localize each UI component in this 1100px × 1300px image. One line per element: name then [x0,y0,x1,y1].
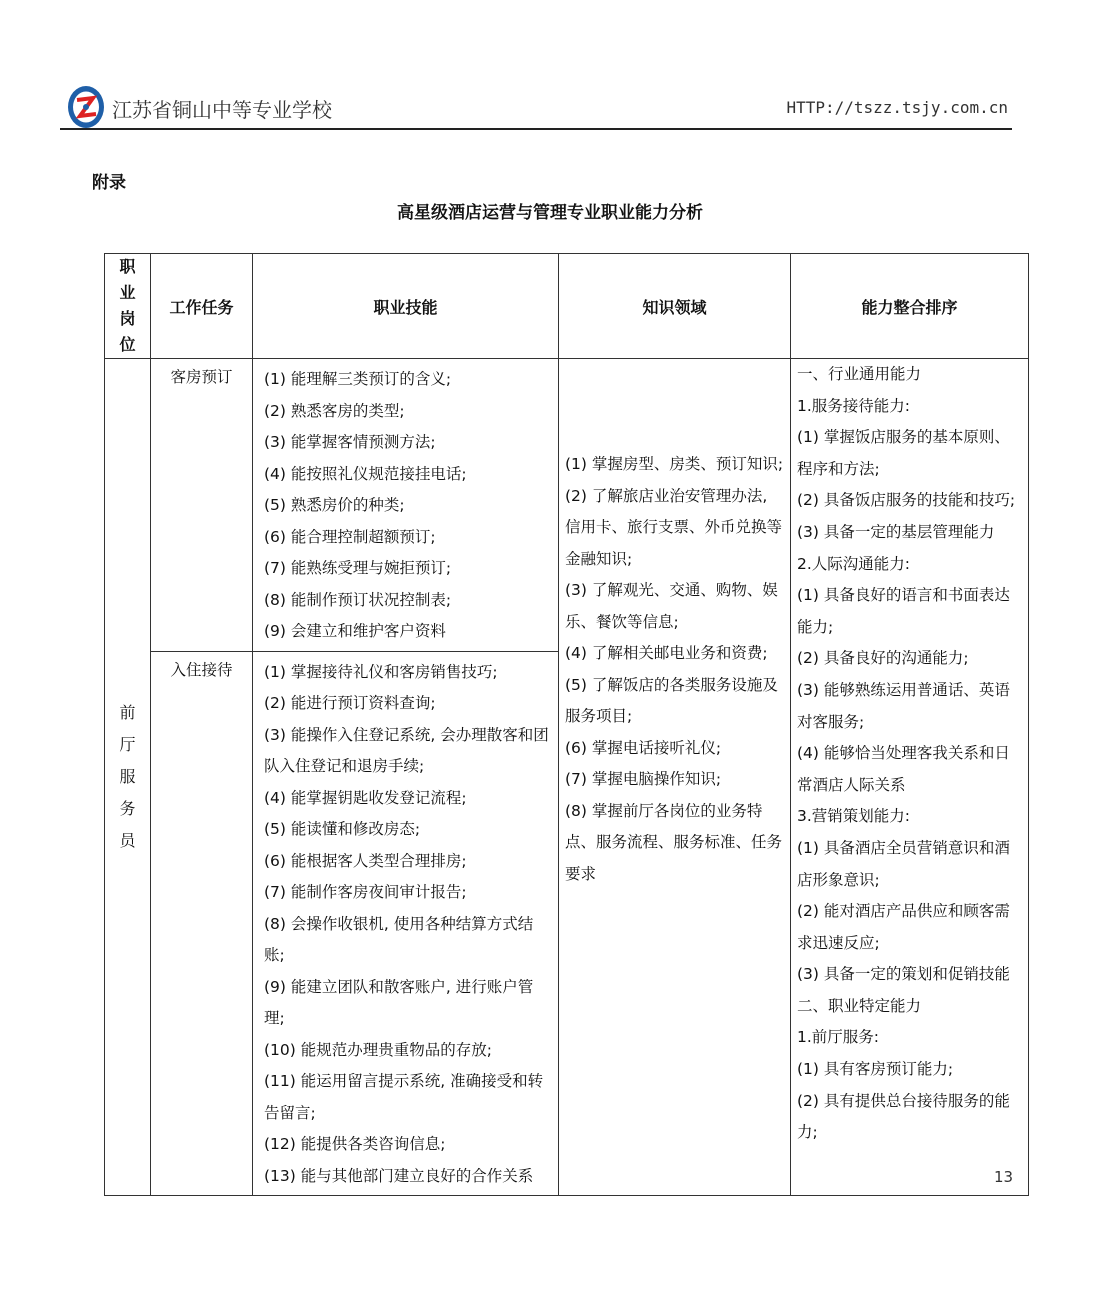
list-item: (5) 能读懂和修改房态; [264,820,421,838]
ability-cell [791,359,1029,1196]
list-item: (2) 能对酒店产品供应和顾客需求迅速反应; [797,902,1010,952]
list-item: (8) 掌握前厅各岗位的业务特点、服务流程、服务标准、任务要求 [565,801,783,883]
list-item: (4) 能按照礼仪规范接挂电话; [264,464,467,483]
list-item: (7) 掌握电脑操作知识; [565,770,722,788]
list-item: (2) 具有提供总台接待服务的能力; [797,1091,1010,1142]
page-number: 13 [994,1168,1014,1186]
list-item: 1.前厅服务: [797,1028,880,1047]
list-item: (8) 能制作预订状况控制表; [264,590,452,609]
list-item: (2) 具备饭店服务的技能和技巧; [797,491,1016,510]
list-item: (1) 具备酒店全员营销意识和酒店形象意识; [797,838,1010,889]
task-cell: 客房预订 [151,359,253,652]
list-item: (3) 能掌握客情预测方法; [264,433,436,451]
list-item: (3) 具备一定的策划和促销技能 [797,965,1010,984]
list-item: (12) 能提供各类咨询信息; [264,1135,446,1153]
table-row [105,359,1029,652]
list-item: (8) 会操作收银机, 使用各种结算方式结账; [264,914,534,964]
list-item: (9) 能建立团队和散客账户, 进行账户管理; [264,977,534,1027]
list-item: (2) 能进行预订资料查询; [264,694,436,712]
list-item: (1) 掌握接待礼仪和客房销售技巧; [264,662,498,681]
header-position: 职业岗位 [105,254,151,359]
list-item: (3) 能操作入住登记系统, 会办理散客和团队入住登记和退房手续; [264,725,549,775]
list-item: (3) 具备一定的基层管理能力 [797,522,995,541]
document-title: 高星级酒店运营与管理专业职业能力分析 [397,203,703,223]
list-item: 2.人际沟通能力: [797,554,911,573]
list-item: 1.服务接待能力: [797,396,911,415]
list-item: (4) 能够恰当处理客我关系和日常酒店人际关系 [797,744,1010,794]
skills-cell [253,359,559,652]
knowledge-list [565,449,786,890]
list-item: (2) 具备良好的沟通能力; [797,649,969,668]
list-item: (1) 具有客房预订能力; [797,1060,954,1079]
header-knowledge: 知识领域 [559,254,791,359]
list-item: (2) 了解旅店业治安管理办法, 信用卡、旅行支票、外币兑换等金融知识; [565,486,783,568]
list-item: 3.营销策划能力: [797,807,911,826]
school-emblem-icon [66,84,106,130]
competency-table [104,253,1029,1196]
list-item: 二、职业特定能力 [797,996,922,1015]
list-item: 一、行业通用能力 [797,365,922,383]
table-header-row [105,254,1029,359]
ability-list [797,359,1024,1149]
list-item: (4) 能掌握钥匙收发登记流程; [264,788,467,807]
header-task: 工作任务 [151,254,253,359]
skills-cell [253,651,559,1196]
list-item: (1) 能理解三类预订的含义; [264,370,452,388]
header-divider [60,128,1012,130]
knowledge-cell [559,359,791,1196]
list-item: (5) 熟悉房价的种类; [264,496,405,514]
list-item: (6) 能合理控制超额预订; [264,527,436,546]
task-cell: 入住接待 [151,651,253,1196]
list-item: (5) 了解饭店的各类服务设施及服务项目; [565,675,778,725]
position-label: 前厅服务员 [119,703,136,850]
list-item: (6) 掌握电话接听礼仪; [565,738,722,757]
list-item: (1) 掌握房型、房类、预订知识; [565,455,784,473]
page-header [66,84,1016,132]
list-item: (3) 能够熟练运用普通话、英语对客服务; [797,680,1010,731]
school-name: 江苏省铜山中等专业学校 [112,98,332,122]
school-url[interactable]: HTTP://tszz.tsjy.com.cn [786,98,1008,117]
list-item: (11) 能运用留言提示系统, 准确接受和转告留言; [264,1072,544,1122]
list-item: (1) 掌握饭店服务的基本原则、程序和方法; [797,428,1010,478]
list-item: (1) 具备良好的语言和书面表达能力; [797,586,1010,636]
appendix-label: 附录 [92,173,126,193]
list-item: (9) 会建立和维护客户资料 [264,622,446,640]
list-item: (13) 能与其他部门建立良好的合作关系 [264,1166,534,1185]
list-item: (2) 熟悉客房的类型; [264,401,405,420]
skills-list [254,360,557,650]
header-ability: 能力整合排序 [791,254,1029,359]
list-item: (4) 了解相关邮电业务和资费; [565,644,768,662]
skills-list [254,653,557,1195]
list-item: (6) 能根据客人类型合理排房; [264,851,467,870]
list-item: (10) 能规范办理贵重物品的存放; [264,1040,492,1059]
header-skill: 职业技能 [253,254,559,359]
position-cell [105,359,151,1196]
list-item: (3) 了解观光、交通、购物、娱乐、餐饮等信息; [565,581,778,631]
list-item: (7) 能制作客房夜间审计报告; [264,883,467,901]
list-item: (7) 能熟练受理与婉拒预订; [264,559,452,577]
